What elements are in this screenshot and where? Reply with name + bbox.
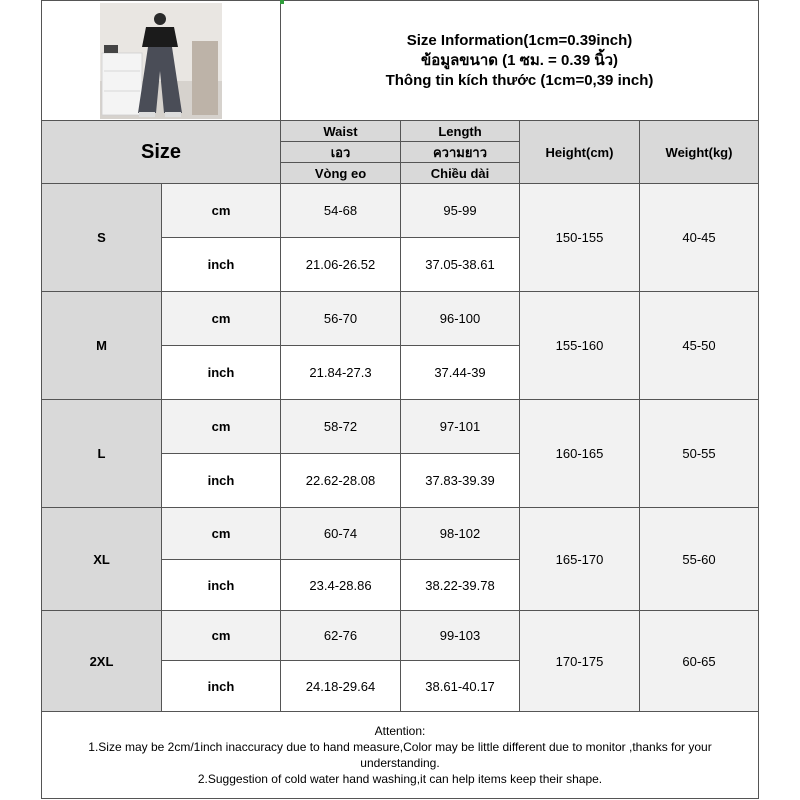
size-header: Size [41,120,281,184]
attention-notes [41,711,759,799]
attention-heading: Attention: [374,724,426,738]
length-inch-xl: 38.22-39.78 [400,559,520,611]
unit-label-inch: inch [161,453,281,508]
size-label-m: M [41,291,162,400]
unit-label-cm: cm [161,399,281,454]
length-cm-2xl: 99-103 [400,610,520,661]
weight-l: 50-55 [639,399,759,508]
unit-label-inch: inch [161,559,281,611]
height-l: 160-165 [519,399,640,508]
unit-label-inch: inch [161,660,281,712]
height-xl: 165-170 [519,507,640,611]
waist-cm-2xl: 62-76 [280,610,401,661]
weight-xl: 55-60 [639,507,759,611]
size-label-s: S [41,183,162,292]
attention-note-2: 2.Suggestion of cold water hand washing,it can help items keep their shape. [197,772,603,786]
height-m: 155-160 [519,291,640,400]
length-cm-l: 97-101 [400,399,520,454]
waist-inch-m: 21.84-27.3 [280,345,401,400]
size-label-l: L [41,399,162,508]
length-header-thai: ความยาว [400,141,520,163]
length-cm-s: 95-99 [400,183,520,238]
length-inch-2xl: 38.61-40.17 [400,660,520,712]
height-header: Height(cm) [519,120,640,184]
height-s: 150-155 [519,183,640,292]
waist-cm-m: 56-70 [280,291,401,346]
length-header-vietnamese: Chiều dài [400,162,520,184]
unit-label-inch: inch [161,345,281,400]
unit-label-cm: cm [161,507,281,560]
waist-cm-l: 58-72 [280,399,401,454]
product-photo [41,0,281,121]
weight-2xl: 60-65 [639,610,759,712]
waist-inch-2xl: 24.18-29.64 [280,660,401,712]
length-inch-s: 37.05-38.61 [400,237,520,292]
waist-header-thai: เอว [280,141,401,163]
model-photo-image [42,1,280,120]
unit-label-inch: inch [161,237,281,292]
waist-inch-l: 22.62-28.08 [280,453,401,508]
attention-note-1: 1.Size may be 2cm/1inch inaccuracy due to hand measure,Color may be little different due to monitor ,thanks for your understanding. [88,740,712,770]
size-information-block [280,0,759,121]
weight-s: 40-45 [639,183,759,292]
unit-label-cm: cm [161,291,281,346]
size-chart [41,0,759,799]
size-label-xl: XL [41,507,162,611]
waist-inch-xl: 23.4-28.86 [280,559,401,611]
waist-inch-s: 21.06-26.52 [280,237,401,292]
info-line-thai: ข้อมูลขนาด (1 ซม. = 0.39 นิ้ว) [420,51,619,69]
accent-mark [280,0,284,4]
weight-header: Weight(kg) [639,120,759,184]
height-2xl: 170-175 [519,610,640,712]
waist-cm-xl: 60-74 [280,507,401,560]
length-inch-l: 37.83-39.39 [400,453,520,508]
length-cm-m: 96-100 [400,291,520,346]
size-label-2xl: 2XL [41,610,162,712]
weight-m: 45-50 [639,291,759,400]
unit-label-cm: cm [161,183,281,238]
length-inch-m: 37.44-39 [400,345,520,400]
length-header: Length [400,120,520,142]
length-cm-xl: 98-102 [400,507,520,560]
waist-cm-s: 54-68 [280,183,401,238]
info-line-english: Size Information(1cm=0.39inch) [406,31,633,49]
unit-label-cm: cm [161,610,281,661]
waist-header: Waist [280,120,401,142]
info-line-vietnamese: Thông tin kích thước (1cm=0,39 inch) [385,71,654,89]
waist-header-vietnamese: Vòng eo [280,162,401,184]
